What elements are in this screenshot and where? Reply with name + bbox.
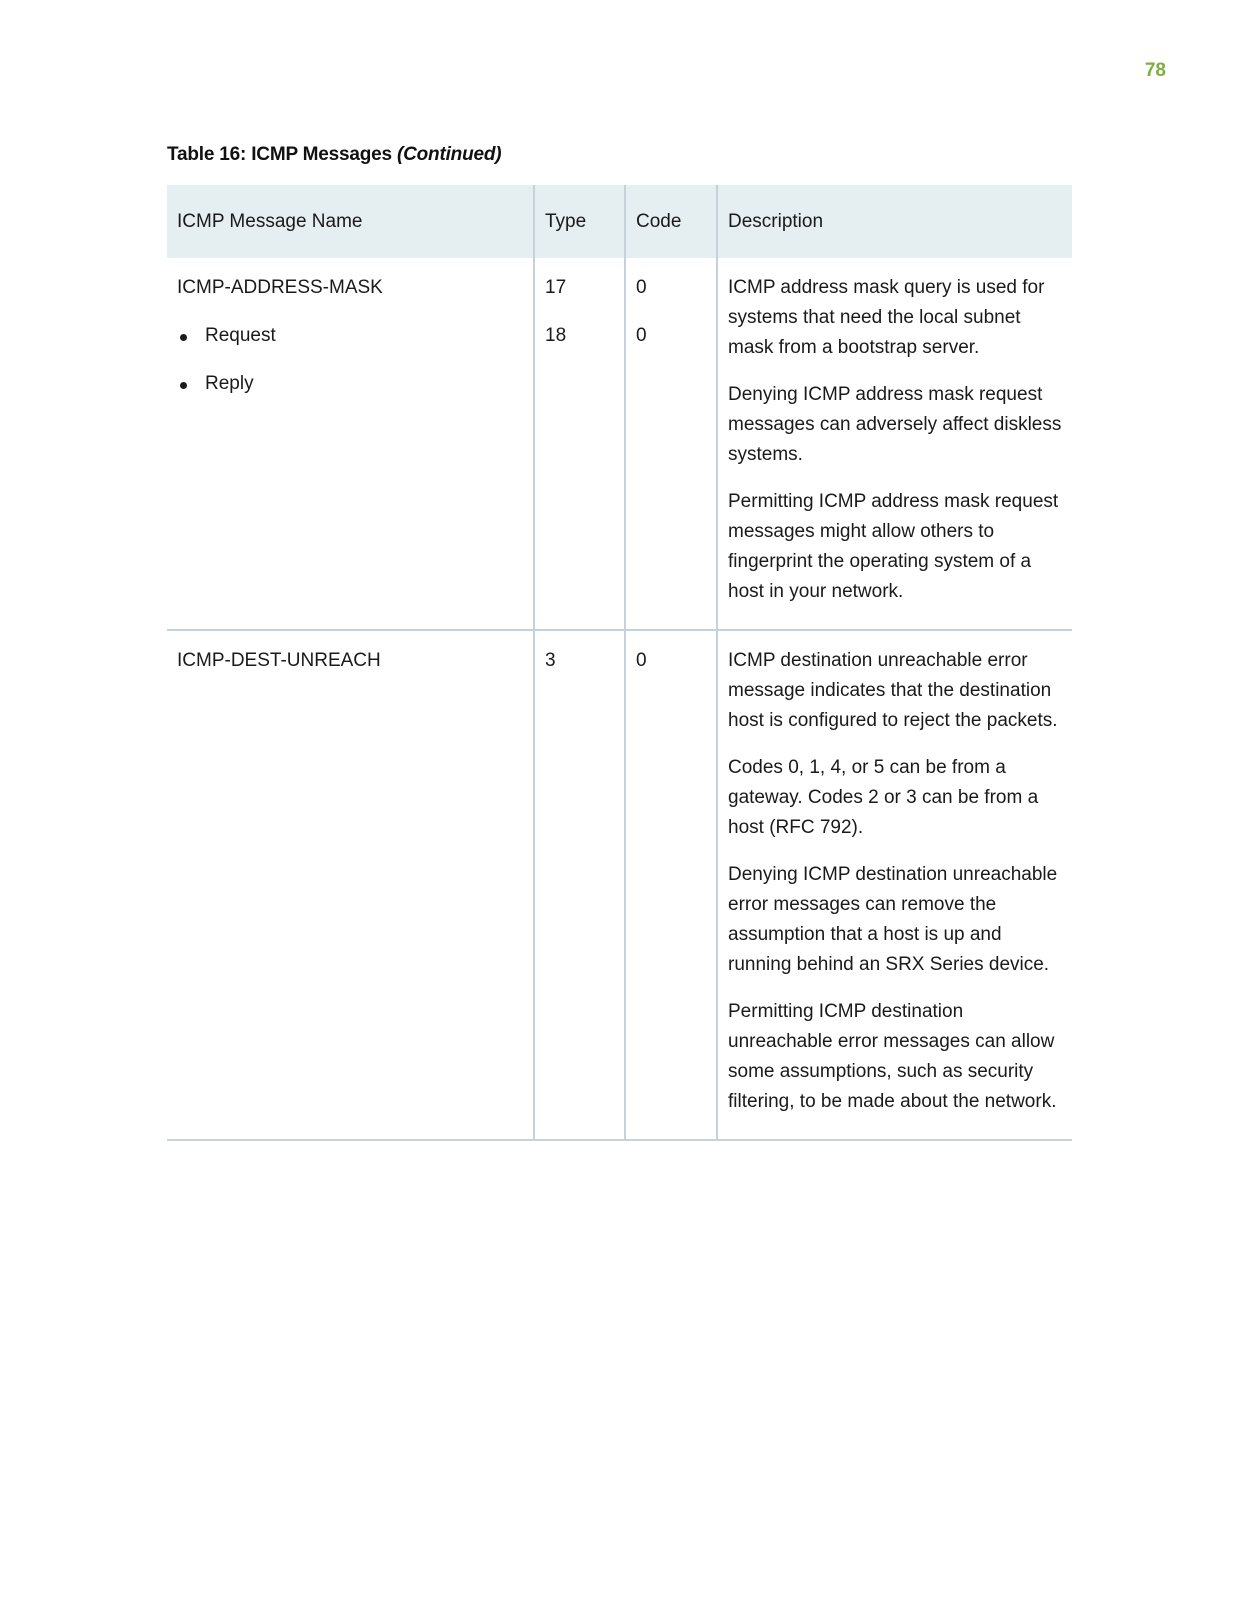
- message-name-cell: [167, 258, 534, 630]
- list-item: Reply: [177, 369, 523, 399]
- table-row: [167, 630, 1072, 1140]
- description-cell: [717, 630, 1072, 1140]
- code-cell: [625, 630, 717, 1140]
- table-caption-continued: (Continued): [397, 144, 502, 165]
- description-paragraph: Permitting ICMP destination unreachable error messages can allow some assumptions, such as security filtering, to be made about the network.: [728, 1001, 1057, 1112]
- description-cell: [717, 258, 1072, 630]
- description-paragraph: Codes 0, 1, 4, or 5 can be from a gateway. Codes 2 or 3 can be from a host (RFC 792).: [728, 757, 1039, 838]
- description-paragraph: Denying ICMP address mask request messages can adversely affect diskless systems.: [728, 384, 1062, 465]
- type-cell: [534, 630, 625, 1140]
- message-name: ICMP-DEST-UNREACH: [177, 650, 381, 671]
- table-header-row: [167, 185, 1072, 258]
- icmp-messages-table: [167, 185, 1072, 1141]
- description-paragraph: Denying ICMP destination unreachable error messages can remove the assumption that a host is up and running behind an SRX Series device.: [728, 864, 1058, 975]
- description-paragraph: ICMP address mask query is used for systems that need the local subnet mask from a bootstrap server.: [728, 277, 1045, 358]
- code-value: 0: [636, 650, 647, 671]
- list-item: Request: [177, 321, 523, 351]
- message-name: ICMP-ADDRESS-MASK: [177, 277, 383, 298]
- code-value: 0: [636, 277, 647, 298]
- header-code: Code: [625, 185, 717, 258]
- message-variant-list: [177, 321, 523, 399]
- header-description: Description: [717, 185, 1072, 258]
- code-cell: [625, 258, 717, 630]
- description-paragraph: ICMP destination unreachable error message indicates that the destination host is configured to reject the packets.: [728, 650, 1058, 731]
- message-name-cell: [167, 630, 534, 1140]
- type-value: 3: [545, 650, 556, 671]
- type-cell: [534, 258, 625, 630]
- type-value: 18: [545, 325, 567, 346]
- table-caption: [167, 144, 501, 166]
- header-type: Type: [534, 185, 625, 258]
- type-value: 17: [545, 277, 567, 298]
- page-number: 78: [1144, 60, 1166, 81]
- code-value: 0: [636, 325, 647, 346]
- table-row: [167, 258, 1072, 630]
- header-message-name: ICMP Message Name: [167, 185, 534, 258]
- table-caption-title: Table 16: ICMP Messages: [167, 144, 392, 165]
- description-paragraph: Permitting ICMP address mask request messages might allow others to fingerprint the operating system of a host in your network.: [728, 491, 1059, 602]
